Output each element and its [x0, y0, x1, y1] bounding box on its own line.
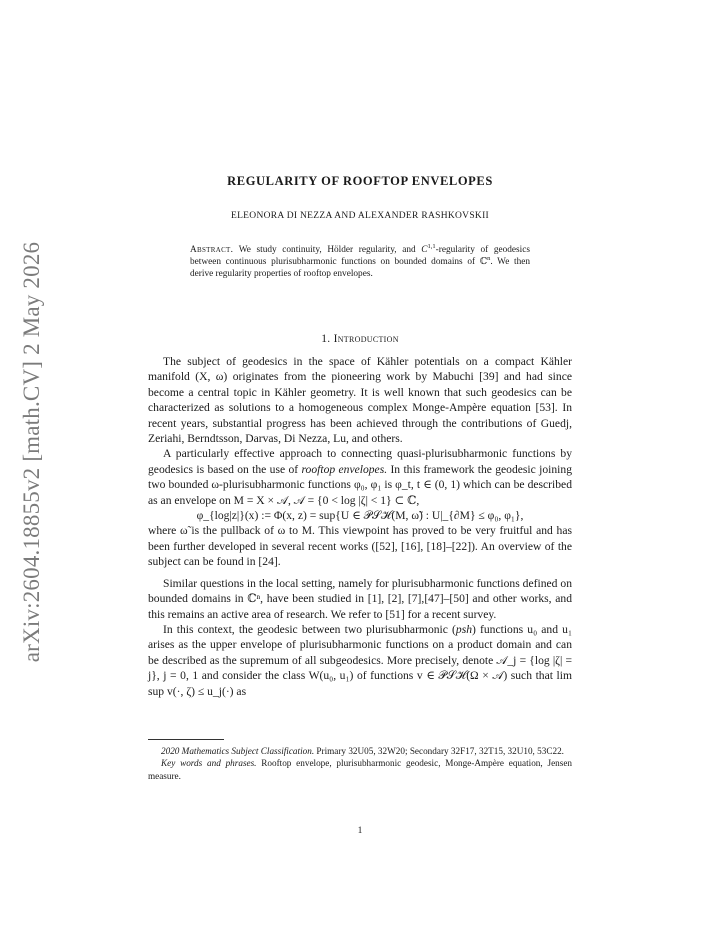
display-equation: φ_{log|z|}(x) := Φ(x, z) = sup{U ∈ 𝒫𝒮ℋ(M, ω̃) : U|_{∂M} ≤ φ₀, φ₁},: [196, 509, 524, 523]
paragraph-2-text-a: A particularly effective approach to connecting quasi-plurisubharmonic functions by geodesics is based on the use of: [148, 447, 572, 476]
arxiv-sidebar-stamp: [12, 242, 52, 662]
footnote-rule: [148, 739, 224, 740]
paragraph-2-text-b: In this framework the geodesic joining two bounded ω-plurisubharmonic functions φ₀, φ₁ is φ_t, t ∈ (0, 1) which can be described as an envelope on M = X × 𝒜, 𝒜 = {0 < log |ζ| < 1} ⊂ ℂ,: [148, 462, 572, 507]
abstract-text-c: . We then derive regularity properties of rooftop envelopes.: [190, 257, 530, 279]
abstract: [190, 244, 530, 280]
abstract-heading: Abstract.: [190, 245, 234, 255]
section-heading: 1. Introduction: [321, 333, 399, 345]
arxiv-identifier: arXiv:2604.18855v2 [math.CV] 2 May 2026: [19, 241, 44, 663]
abstract-text-a: We study continuity, Hölder regularity, and: [238, 245, 422, 255]
abstract-c11-sup: 1,1: [427, 242, 436, 250]
paper-title: REGULARITY OF ROOFTOP ENVELOPES: [227, 174, 493, 188]
paper-authors: ELEONORA DI NEZZA AND ALEXANDER RASHKOVSKII: [230, 211, 490, 221]
footnote-keywords: [148, 757, 572, 782]
paragraph-4: Similar questions in the local setting, namely for plurisubharmonic functions defined on bounded domains in ℂⁿ, have been studied in [1], [2], [7],[47]–[50] and other works, and this remains an active area of research. We refer to [51] for a recent survey.: [148, 576, 572, 621]
keywords-text: Rooftop envelope, plurisubharmonic geodesic, Monge-Ampère equation, Jensen measure.: [148, 758, 572, 781]
body-text: [148, 354, 572, 699]
msc-label: 2020 Mathematics Subject Classification.: [161, 746, 315, 756]
abstract-c11: C: [421, 245, 428, 255]
abstract-cn-sup: n: [487, 254, 491, 262]
footnotes: [148, 745, 572, 782]
paragraph-3: where ω̃ is the pullback of ω to M. This viewpoint has proved to be very fruitful and has been further developed in several recent works ([52], [16], [18]–[22]). An overview of the subject can be found in [24].: [148, 524, 572, 569]
psh-emphasis: psh: [455, 622, 473, 636]
page-number: 1: [357, 826, 363, 836]
paragraph-5-text-a: In this context, the geodesic between two plurisubharmonic (: [163, 622, 456, 636]
abstract-cn: ℂ: [479, 257, 488, 267]
abstract-text-b: -regularity of geodesics between continuous plurisubharmonic functions on bounded domains of: [190, 245, 530, 267]
paragraph-5-text-b: ) functions u₀ and u₁ arises as the upper envelope of plurisubharmonic functions on a product domain and can be described as the supremum of all subgeodesics. More precisely, denote 𝒜_j = {log |ζ| = j}, j = 0, 1 and consider the class W(u₀, u₁) of functions v ∈ 𝒫𝒮ℋ(Ω × 𝒜) such that lim sup v(·, ζ) ≤ u_j(·) as: [148, 622, 572, 698]
paragraph-1: The subject of geodesics in the space of Kähler potentials on a compact Kähler manifold (X, ω) originates from the pioneering work by Mabuchi [39] and had since become a central topic in Kähler geometry. It is well known that such geodesics can be characterized as solutions to a homogeneous complex Monge-Ampère equation [53]. In recent years, substantial progress has been achieved through the contributions of Guedj, Zeriahi, Berndtsson, Darvas, Di Nezza, Lu, and others.: [148, 355, 572, 446]
rooftop-envelopes-emphasis: rooftop envelopes.: [301, 462, 388, 476]
keywords-label: Key words and phrases.: [161, 758, 257, 769]
footnote-msc: [148, 745, 572, 757]
msc-text: Primary 32U05, 32W20; Secondary 32F17, 32T15, 32U10, 53C22.: [314, 746, 564, 756]
paragraph-2: [148, 446, 572, 508]
paragraph-5: [148, 622, 572, 699]
